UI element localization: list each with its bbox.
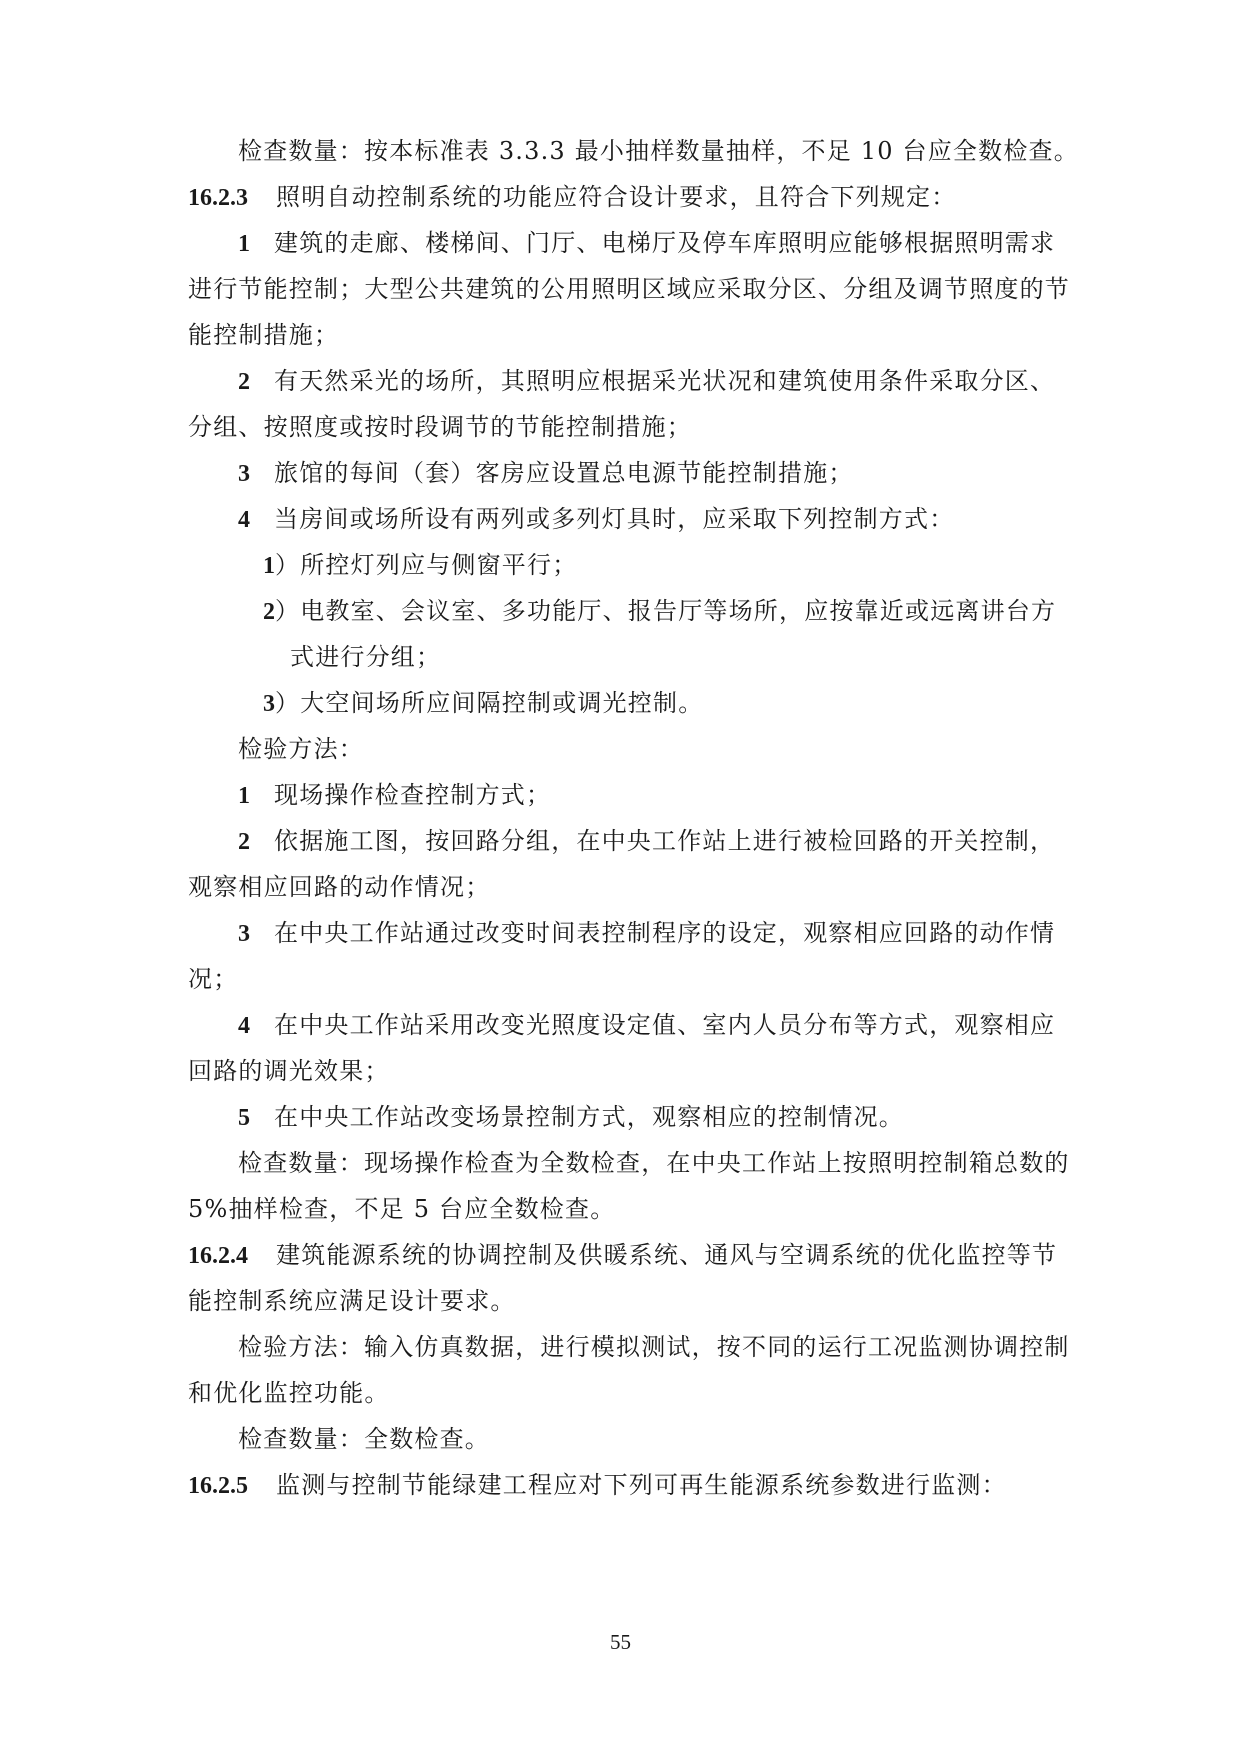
item-1-line-2 [188,272,1070,306]
method-4-line-1 [238,1008,1055,1042]
item-1-line-1 [238,226,1055,260]
clause-number: 16.2.3 [188,185,248,211]
clause-text: 建筑能源系统的协调控制及供暖系统、通风与空调系统的优化监控等节 [276,1241,1058,1269]
inspection-method-heading [238,732,364,766]
clause-text: 照明自动控制系统的功能应符合设计要求，且符合下列规定： [276,183,957,211]
subitem-text: 式进行分组； [290,643,442,671]
item-text: 现场操作检查控制方式； [274,781,552,809]
item-3-line-1 [238,456,854,490]
item-text: 能控制措施； [188,321,340,349]
paragraph-text: 和优化监控功能。 [188,1379,390,1407]
inspection-quantity-3 [238,1422,490,1456]
paragraph-text: 检验方法：输入仿真数据，进行模拟测试，按不同的运行工况监测协调控制 [238,1333,1070,1361]
item-2-line-1 [238,364,1055,398]
item-text: 在中央工作站改变场景控制方式，观察相应的控制情况。 [274,1103,904,1131]
method-3-line-2 [188,962,238,996]
method-4-line-2 [188,1054,390,1088]
item-number: 3 [238,461,250,487]
clause-text: 监测与控制节能绿建工程应对下列可再生能源系统参数进行监测： [276,1471,1007,1499]
inspection-quantity-2-line-2 [188,1192,615,1226]
item-text: 在中央工作站采用改变光照度设定值、室内人员分布等方式，观察相应 [274,1011,1056,1039]
subitem-3 [263,686,703,720]
item-number: 4 [238,1013,250,1039]
item-text: 旅馆的每间（套）客房应设置总电源节能控制措施； [274,459,854,487]
method-1 [238,778,551,812]
item-2-line-2 [188,410,692,444]
paragraph-text: 检查数量：现场操作检查为全数检查，在中央工作站上按照明控制箱总数的 [238,1149,1070,1177]
subitem-2-line-1 [263,594,1056,628]
item-text: 分组、按照度或按时段调节的节能控制措施； [188,413,692,441]
heading-text: 检验方法： [238,735,364,763]
method-2-line-1 [238,824,1055,858]
item-number: 4 [238,507,250,533]
clause-16-2-3 [188,180,956,214]
item-1-line-3 [188,318,339,352]
method-2-line-2 [188,870,490,904]
page-number: 55 [610,1630,631,1654]
paragraph-text: 5%抽样检查，不足 5 台应全数检查。 [188,1195,616,1223]
item-4-line-1 [238,502,954,536]
clause-text: 能控制系统应满足设计要求。 [188,1287,516,1315]
subitem-number: 1 [263,553,275,579]
item-text: 况； [188,965,239,993]
subitem-text: ）大空间场所应间隔控制或调光控制。 [275,689,704,717]
item-text: 回路的调光效果； [188,1057,390,1085]
clause-16-2-4-line-2 [188,1284,516,1318]
paragraph-text: 检查数量：按本标准表 3.3.3 最小抽样数量抽样，不足 10 台应全数检查。 [238,137,1079,165]
subitem-2-line-2 [290,640,441,674]
item-number: 3 [238,921,250,947]
item-text: 观察相应回路的动作情况； [188,873,491,901]
clause-number: 16.2.4 [188,1243,248,1269]
item-text: 依据施工图，按回路分组，在中央工作站上进行被检回路的开关控制， [274,827,1056,855]
subitem-text: ）所控灯列应与侧窗平行； [275,551,578,579]
method-3-line-1 [238,916,1055,950]
item-text: 当房间或场所设有两列或多列灯具时，应采取下列控制方式： [274,505,955,533]
inspection-method-3-line-2 [188,1376,390,1410]
inspection-quantity-2-line-1 [238,1146,1070,1180]
method-5 [238,1100,904,1134]
item-text: 有天然采光的场所，其照明应根据采光状况和建筑使用条件采取分区、 [274,367,1056,395]
clause-number: 16.2.5 [188,1473,248,1499]
item-text: 建筑的走廊、楼梯间、门厅、电梯厅及停车库照明应能够根据照明需求 [274,229,1056,257]
clause-16-2-4-line-1 [188,1238,1057,1272]
subitem-text: ）电教室、会议室、多功能厅、报告厅等场所，应按靠近或远离讲台方 [275,597,1057,625]
item-number: 5 [238,1105,250,1131]
clause-16-2-5 [188,1468,1007,1502]
item-number: 1 [238,231,250,257]
item-number: 1 [238,783,250,809]
subitem-number: 2 [263,599,275,625]
item-text: 进行节能控制；大型公共建筑的公用照明区域应采取分区、分组及调节照度的节 [188,275,1070,303]
inspection-quantity-line [238,134,1079,168]
paragraph-text: 检查数量：全数检查。 [238,1425,490,1453]
item-text: 在中央工作站通过改变时间表控制程序的设定，观察相应回路的动作情 [274,919,1056,947]
inspection-method-3-line-1 [238,1330,1070,1364]
item-number: 2 [238,829,250,855]
subitem-number: 3 [263,691,275,717]
subitem-1 [263,548,577,582]
item-number: 2 [238,369,250,395]
